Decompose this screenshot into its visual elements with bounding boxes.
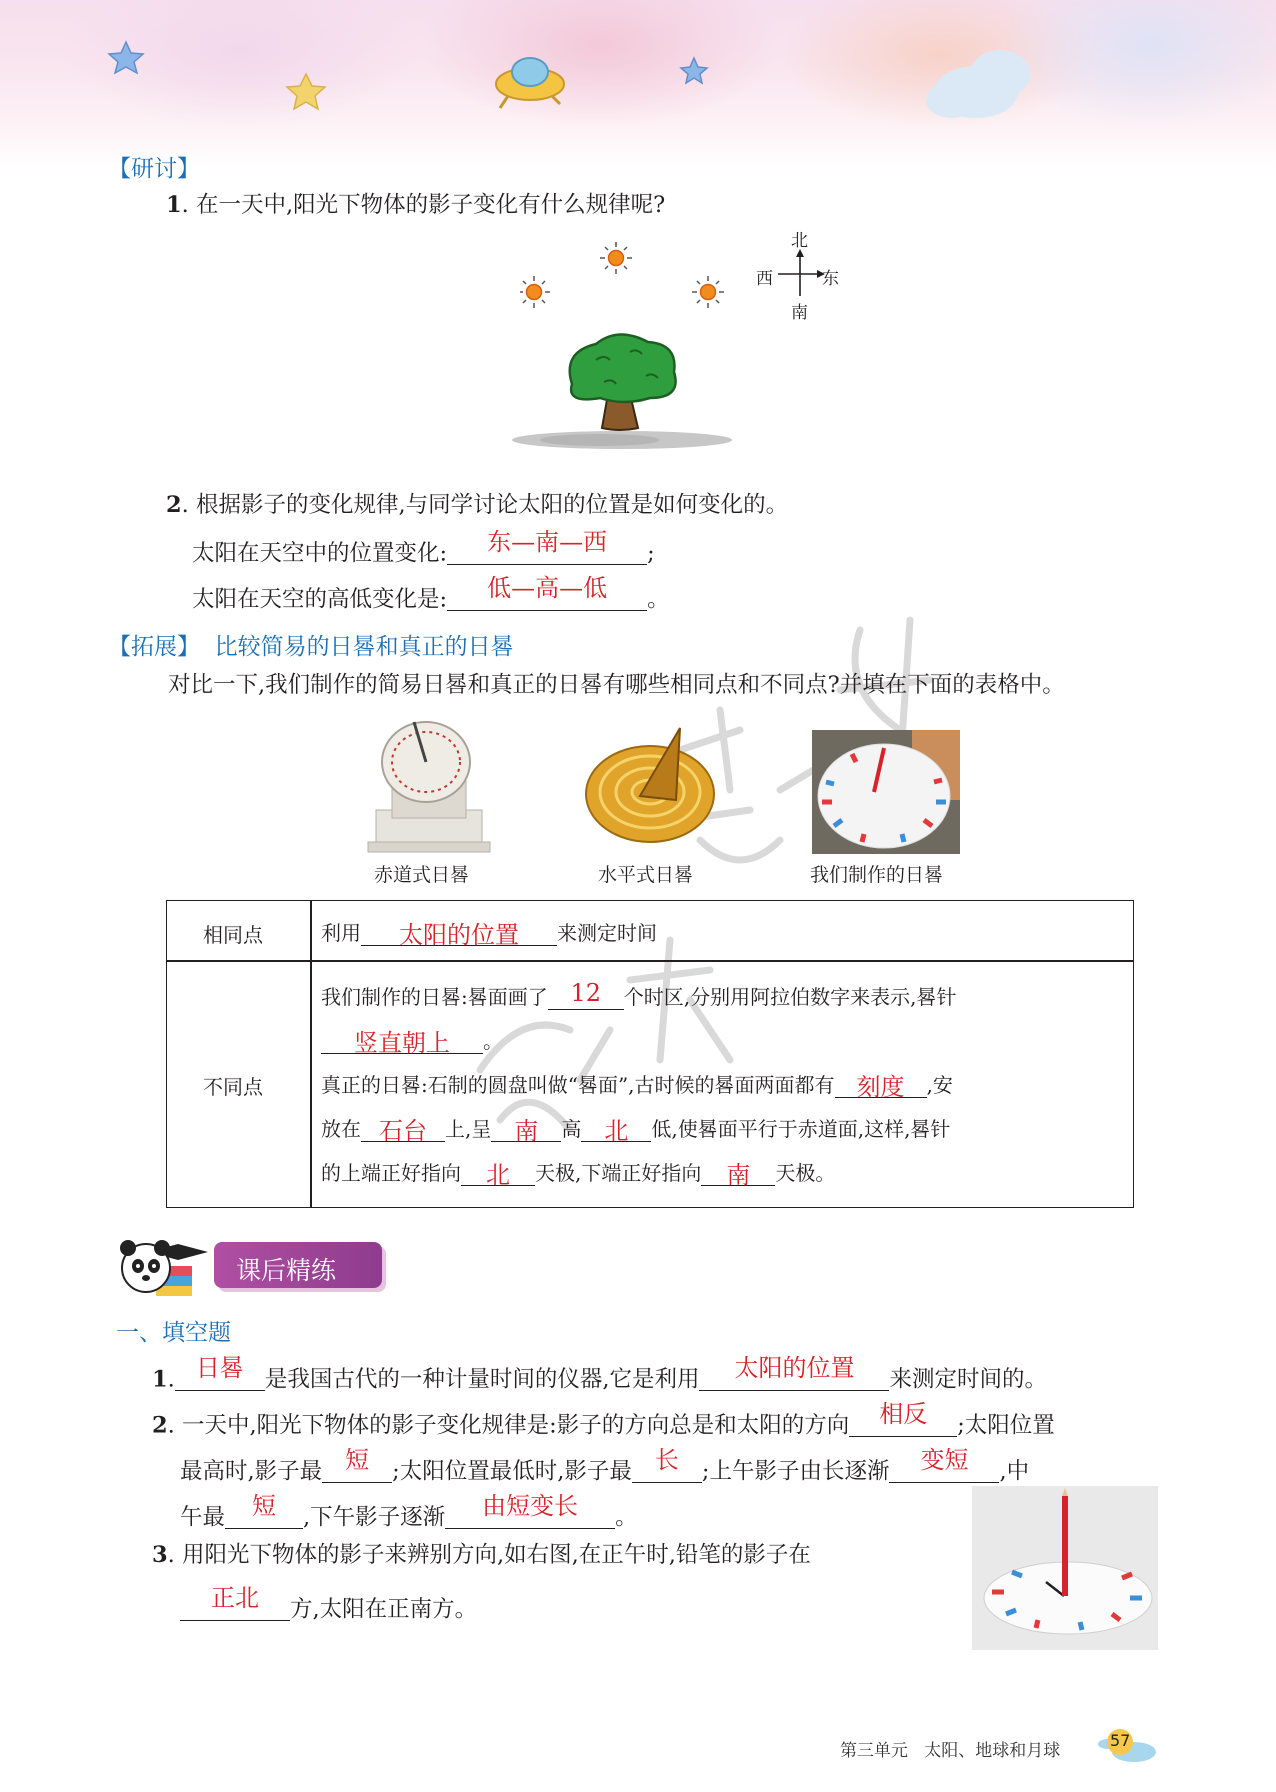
answer-blank <box>322 1446 392 1483</box>
header-banner <box>0 0 1276 170</box>
answer-text: 北 <box>486 1161 510 1189</box>
diff-line-2: 竖直朝上 。 <box>321 1025 503 1054</box>
answer-blank <box>849 1400 957 1437</box>
answer-blank <box>701 1159 775 1189</box>
ufo-icon <box>496 58 564 108</box>
answer-text: 长 <box>654 1446 679 1474</box>
answer-text: 由短变长 <box>482 1492 579 1520</box>
diff-line-5: 的上端正好指向 北 天极,下端正好指向 南 天极。 <box>321 1161 836 1189</box>
answer-text: 东—南—西 <box>487 528 608 556</box>
answer-text: 变短 <box>920 1446 969 1474</box>
answer-blank <box>321 1027 483 1057</box>
answer-blank <box>581 1115 651 1145</box>
answer-blank <box>889 1446 999 1483</box>
practice-q3-line1: 3. 用阳光下物体的影子来辨别方向,如右图,在正午时,铅笔的影子在 <box>152 1542 811 1568</box>
section-label-discuss: 【研讨】 <box>108 156 200 182</box>
practice-badge-label: 课后精练 <box>236 1256 337 1285</box>
answer-blank <box>180 1584 290 1621</box>
equatorial-sundial-photo <box>366 718 492 854</box>
answer-blank <box>361 1115 445 1145</box>
diff-line-3: 真正的日晷:石制的圆盘叫做“晷面”,古时候的晷面两面都有 刻度 ,安 <box>321 1073 953 1101</box>
handmade-sundial-photo <box>812 730 960 854</box>
answer-blank <box>225 1492 303 1529</box>
diff-line-4: 放在 石台 上,呈 南 高 北 低,使晷面平行于赤道面,这样,晷针 <box>321 1117 951 1145</box>
caption-horizontal: 水平式日晷 <box>598 864 694 886</box>
page-number-badge <box>1094 1726 1154 1760</box>
answer-blank <box>447 528 647 565</box>
star-icon <box>287 74 325 109</box>
practice-q2-line1: 2. 一天中,阳光下物体的影子变化规律是:影子的方向总是和太阳的方向 相反 ;太阳位置 <box>152 1400 1055 1439</box>
answer-text: 12 <box>570 979 602 1007</box>
answer-blank <box>548 979 624 1010</box>
compass-east: 东 <box>822 269 839 289</box>
answer-blank <box>461 1159 535 1189</box>
answer-text: 短 <box>345 1446 370 1474</box>
section-extend <box>108 628 514 661</box>
row-header-diff: 不同点 <box>203 1075 263 1099</box>
caption-handmade: 我们制作的日晷 <box>810 864 944 886</box>
practice-badge <box>214 1242 382 1288</box>
answer-text: 太阳的位置 <box>399 921 519 949</box>
sun-icon <box>600 242 632 274</box>
answer-blank <box>175 1354 265 1391</box>
answer-blank <box>445 1492 615 1529</box>
answer-text: 短 <box>252 1492 277 1520</box>
footer-chapter <box>840 1736 1060 1761</box>
section-title-extend: 比较简易的日晷和真正的日晷 <box>214 634 514 660</box>
compass-west: 西 <box>756 269 773 289</box>
answer-text: 刻度 <box>856 1073 905 1101</box>
footer-unit: 第三单元 <box>840 1741 908 1761</box>
answer-blank <box>447 574 647 611</box>
star-icon <box>109 42 143 73</box>
page-number: 57 <box>1110 1731 1131 1750</box>
answer-text: 太阳的位置 <box>734 1354 855 1382</box>
tree-illustration <box>500 332 740 452</box>
pencil-sundial-photo <box>972 1486 1158 1650</box>
footer-topic: 太阳、地球和月球 <box>924 1741 1061 1761</box>
practice-q2-line3: 午最 短 ,下午影子逐渐 由短变长 。 <box>180 1492 638 1531</box>
answer-blank <box>632 1446 702 1483</box>
extend-intro: 对比一下,我们制作的简易日晷和真正的日晷有哪些相同点和不同点?并填在下面的表格中。 <box>168 672 1065 698</box>
panda-mascot-icon <box>116 1220 216 1304</box>
answer-text: 日晷 <box>195 1354 244 1382</box>
banner-decorations <box>0 0 1276 170</box>
compass-north: 北 <box>791 231 808 251</box>
answer-text: 北 <box>604 1117 629 1145</box>
answer-text: 低—高—低 <box>487 574 608 602</box>
section-label-extend: 【拓展】 <box>108 634 200 660</box>
answer-text: 正北 <box>211 1584 259 1612</box>
practice-q1: 1. 日晷 是我国古代的一种计量时间的仪器,它是利用 太阳的位置 来测定时间的。 <box>152 1354 1047 1393</box>
question-2: 2. 根据影子的变化规律,与同学讨论太阳的位置是如何变化的。 <box>166 492 789 518</box>
compass-south: 南 <box>791 303 808 323</box>
answer-blank <box>699 1354 889 1391</box>
horizontal-sundial-photo <box>580 714 720 854</box>
answer-text: 相反 <box>879 1400 928 1428</box>
cloud-icon <box>926 50 1030 118</box>
sun-icon <box>692 276 724 308</box>
comparison-table <box>166 900 1134 1208</box>
sun-icon <box>520 276 550 308</box>
star-icon <box>681 58 707 83</box>
compass <box>756 231 839 323</box>
answer-blank <box>491 1115 561 1145</box>
answer-text: 南 <box>514 1117 539 1145</box>
answer-text: 石台 <box>379 1117 427 1145</box>
sun-position-line: 太阳在天空中的位置变化: 东—南—西 ; <box>192 528 655 567</box>
same-row-text: 利用 太阳的位置 来测定时间 <box>321 921 657 949</box>
practice-q3-line2: 正北 方,太阳在正南方。 <box>180 1590 477 1621</box>
caption-equatorial: 赤道式日晷 <box>374 864 470 886</box>
answer-blank <box>361 919 557 949</box>
row-header-same: 相同点 <box>203 923 263 947</box>
diff-line-1: 我们制作的日晷:晷面画了 12 个时区,分别用阿拉伯数字来表示,晷针 <box>321 979 957 1009</box>
answer-text: 竖直朝上 <box>354 1029 450 1057</box>
fill-blank-heading: 一、填空题 <box>116 1320 231 1346</box>
answer-text: 南 <box>726 1161 751 1189</box>
practice-q2-line2: 最高时,影子最 短 ;太阳位置最低时,影子最 长 ;上午影子由长逐渐 变短 ,中 <box>180 1446 1030 1485</box>
answer-blank <box>835 1071 927 1101</box>
question-1: 1. 在一天中,阳光下物体的影子变化有什么规律呢? <box>166 192 666 218</box>
sun-height-line: 太阳在天空的高低变化是: 低—高—低 。 <box>192 574 670 613</box>
